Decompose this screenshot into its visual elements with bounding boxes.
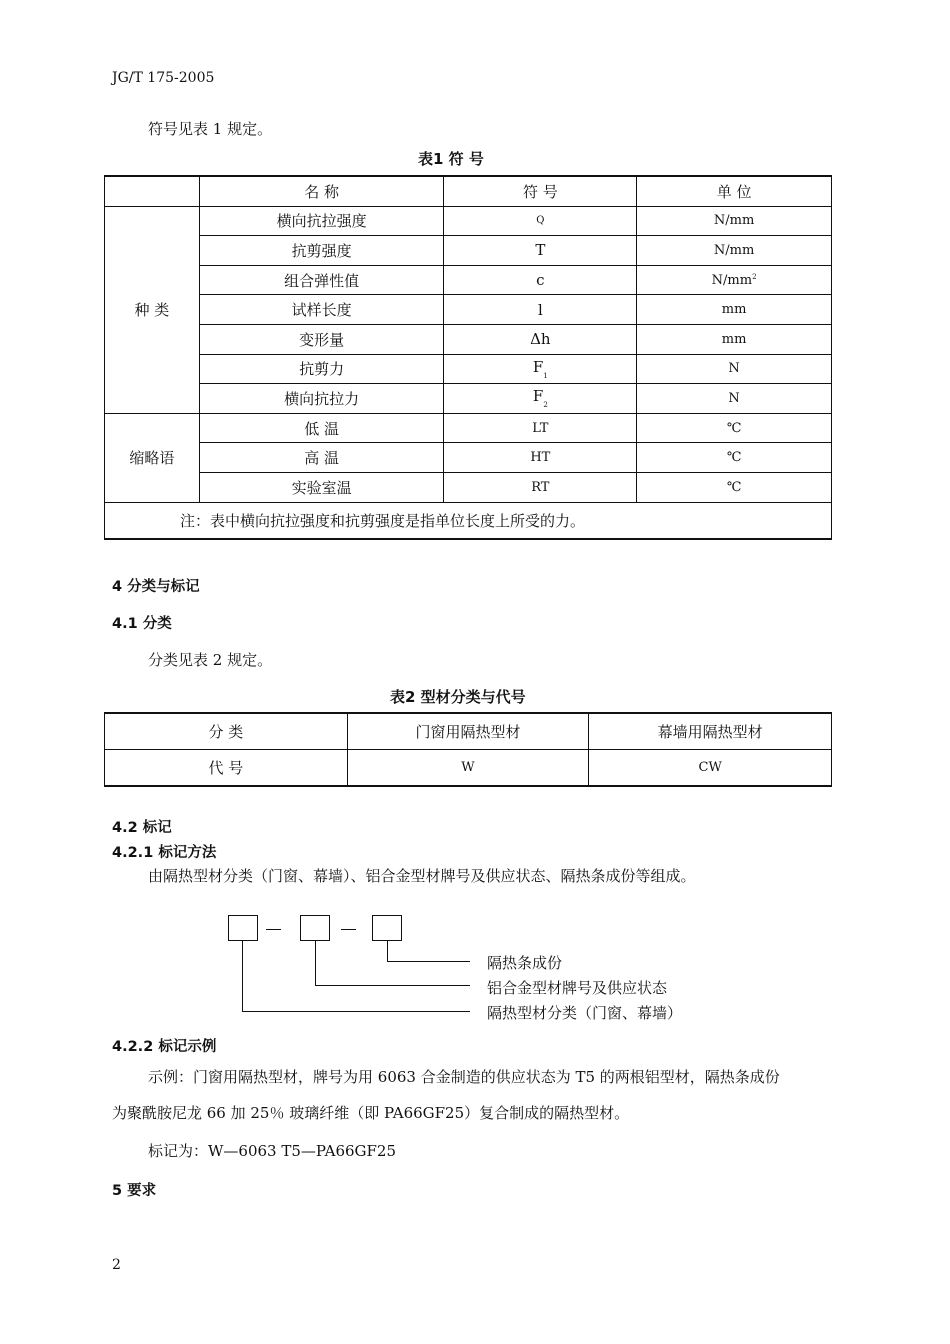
- table-cell: $F_2$: [444, 384, 637, 414]
- section-4-2-2-heading: 4.2.2 标记示例: [112, 1039, 217, 1055]
- leader-line: [242, 1011, 470, 1012]
- table-cell: ℃: [637, 472, 832, 502]
- table-cell: HT: [444, 443, 637, 473]
- section-4-2-1-text: 由隔热型材分类（门窗、幕墙）、铝合金型材牌号及供应状态、隔热条成份等组成。: [148, 867, 696, 885]
- page-number: 2: [112, 1257, 121, 1273]
- table-row: [105, 324, 832, 354]
- table-cell: l: [444, 295, 637, 325]
- strip-material-box: [372, 915, 402, 941]
- table-cell: 代 号: [105, 750, 348, 787]
- table-cell: mm: [637, 295, 832, 325]
- diagram-label: 隔热型材分类（门窗、幕墙）: [487, 1004, 683, 1022]
- dash-separator: [266, 929, 281, 930]
- group-label: 缩略语: [105, 413, 200, 502]
- leader-line: [242, 940, 243, 1011]
- table-cell: 变形量: [199, 324, 444, 354]
- table-cell: N: [637, 354, 832, 384]
- table-cell: 抗剪强度: [199, 236, 444, 266]
- table-row: [105, 713, 832, 750]
- table-cell: ℃: [637, 443, 832, 473]
- dash-separator: [341, 929, 356, 930]
- section-4-heading: 4 分类与标记: [112, 579, 200, 595]
- table-cell: ℃: [637, 413, 832, 443]
- section-4-1-text: 分类见表 2 规定。: [148, 651, 273, 669]
- section-5-heading: 5 要求: [112, 1183, 157, 1199]
- table-cell: [105, 176, 200, 206]
- table-row: [105, 206, 832, 236]
- section-4-2-1-heading: 4.2.1 标记方法: [112, 845, 217, 861]
- alloy-grade-box: [300, 915, 330, 941]
- table-cell: CW: [589, 750, 832, 787]
- table-cell: N/mm: [637, 206, 832, 236]
- table-cell: 组合弹性值: [199, 265, 444, 295]
- leader-line: [315, 985, 470, 986]
- table-cell: Δh: [444, 324, 637, 354]
- table-header-row: [105, 176, 832, 206]
- table1-caption: 表1 符 号: [418, 150, 484, 168]
- example-text: 示例：门窗用隔热型材，牌号为用 6063 合金制造的供应状态为 T5 的两根铝型材，隔热条成份: [148, 1068, 780, 1086]
- diagram-label: 隔热条成份: [487, 954, 563, 972]
- table-row: [105, 750, 832, 787]
- classification-box: [228, 915, 258, 941]
- table-cell: $F_1$: [444, 354, 637, 384]
- table-note-row: [105, 502, 832, 539]
- table-cell: N: [637, 384, 832, 414]
- table-cell: W: [347, 750, 589, 787]
- example-text-cont: 为聚酰胺尼龙 66 加 25％ 玻璃纤维（即 PA66GF25）复合制成的隔热型材。: [112, 1104, 630, 1122]
- table-row: [105, 443, 832, 473]
- table-cell: 横向抗拉强度: [199, 206, 444, 236]
- column-header: 符 号: [444, 176, 637, 206]
- table-cell: N/mm: [637, 236, 832, 266]
- intro-text: 符号见表 1 规定。: [148, 120, 273, 138]
- classification-table: [104, 712, 832, 787]
- table-row: [105, 384, 832, 414]
- table-row: [105, 236, 832, 266]
- table-cell: 实验室温: [199, 472, 444, 502]
- section-4-2-heading: 4.2 标记: [112, 820, 172, 836]
- table-cell: 高 温: [199, 443, 444, 473]
- table-cell: 抗剪力: [199, 354, 444, 384]
- table2-caption: 表2 型材分类与代号: [390, 688, 526, 706]
- marking-example: 标记为：W—6063 T5—PA66GF25: [148, 1142, 397, 1160]
- column-header: 名 称: [199, 176, 444, 206]
- column-header: 单 位: [637, 176, 832, 206]
- doc-id-header: JG/T 175-2005: [112, 70, 215, 86]
- table-cell: T: [444, 236, 637, 266]
- section-4-1-heading: 4.1 分类: [112, 616, 172, 632]
- leader-line: [387, 940, 388, 961]
- table-cell: 试样长度: [199, 295, 444, 325]
- table-cell: RT: [444, 472, 637, 502]
- table-cell: mm: [637, 324, 832, 354]
- table-cell: c: [444, 265, 637, 295]
- table-cell: 分 类: [105, 713, 348, 750]
- group-label: 种 类: [105, 206, 200, 413]
- table-row: [105, 413, 832, 443]
- table-row: [105, 265, 832, 295]
- table-row: [105, 295, 832, 325]
- table-cell: LT: [444, 413, 637, 443]
- leader-line: [315, 940, 316, 985]
- table-row: [105, 472, 832, 502]
- symbols-table: [104, 175, 832, 540]
- table-note: 注：表中横向抗拉强度和抗剪强度是指单位长度上所受的力。: [105, 502, 832, 539]
- table-cell: 低 温: [199, 413, 444, 443]
- table-cell: 横向抗拉力: [199, 384, 444, 414]
- table-cell: $N/mm^2$: [637, 265, 832, 295]
- table-cell: 幕墙用隔热型材: [589, 713, 832, 750]
- table-row: [105, 354, 832, 384]
- table-cell: Q: [444, 206, 637, 236]
- table-cell: 门窗用隔热型材: [347, 713, 589, 750]
- diagram-label: 铝合金型材牌号及供应状态: [487, 979, 668, 997]
- leader-line: [387, 961, 470, 962]
